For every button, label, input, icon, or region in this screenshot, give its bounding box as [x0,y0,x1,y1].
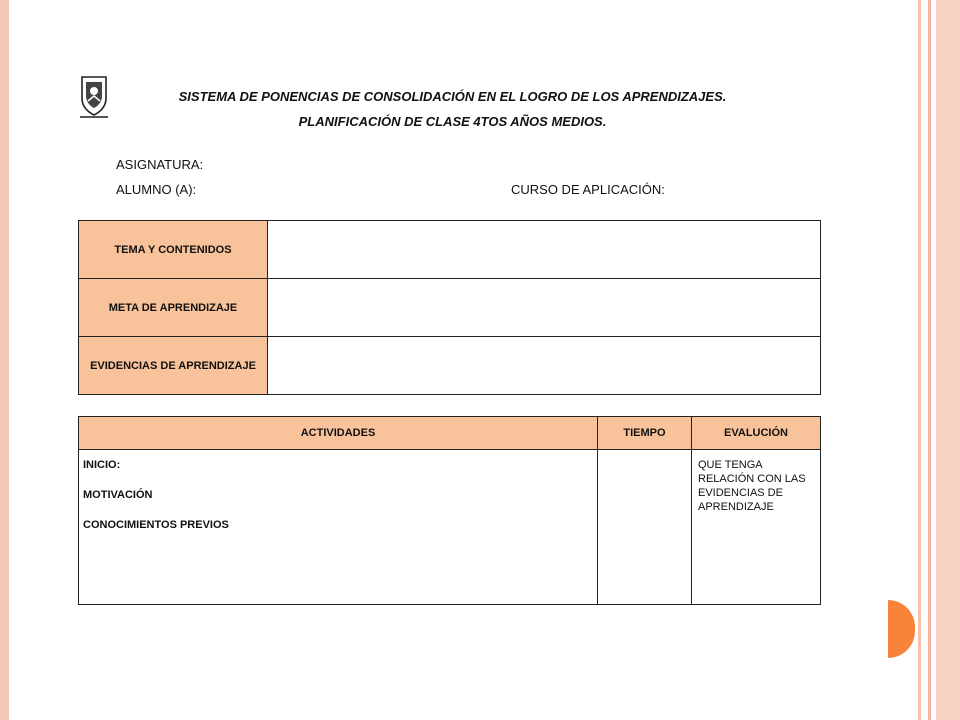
table-row [79,221,821,279]
row-label-tema: TEMA Y CONTENIDOS [79,221,268,279]
row-value-evidencias[interactable] [268,337,821,395]
right-decorative-stripes [918,0,960,720]
time-cell[interactable] [598,450,692,605]
activity-motivacion: MOTIVACIÓN [83,489,153,501]
lesson-info-table [78,220,821,395]
row-value-meta[interactable] [268,279,821,337]
table-row [79,279,821,337]
activities-cell[interactable] [79,450,598,605]
table-row [79,337,821,395]
header-tiempo: TIEMPO [598,417,692,450]
left-decorative-border [0,0,9,720]
row-label-meta: META DE APRENDIZAJE [79,279,268,337]
table-header-row [79,417,821,450]
row-label-evidencias: EVIDENCIAS DE APRENDIZAJE [79,337,268,395]
row-value-tema[interactable] [268,221,821,279]
activities-list [79,450,597,558]
stripe [928,0,931,720]
evaluation-text: QUE TENGA RELACIÓN CON LAS EVIDENCIAS DE APRENDIZAJE [698,459,806,513]
table-row [79,450,821,605]
field-alumno: ALUMNO (A): [116,182,197,197]
stripe [918,0,921,720]
document-subtitle: PLANIFICACIÓN DE CLASE 4TOS AÑOS MEDIOS. [298,114,607,129]
activity-inicio: INICIO: [83,459,121,471]
activity-conocimientos-previos: CONOCIMIENTOS PREVIOS [83,519,229,531]
slide-accent-half-circle [888,600,915,658]
school-crest-logo [76,74,112,120]
header-evaluacion: EVALUCIÓN [692,417,821,450]
evaluation-cell[interactable] [692,450,821,605]
stripe [936,0,960,720]
header-actividades: ACTIVIDADES [79,417,598,450]
document-title: SISTEMA DE PONENCIAS DE CONSOLIDACIÓN EN EL LOGRO DE LOS APRENDIZAJES. [178,89,727,104]
field-asignatura: ASIGNATURA: [116,157,204,172]
field-curso: CURSO DE APLICACIÓN: [511,182,665,197]
activities-table [78,416,821,605]
